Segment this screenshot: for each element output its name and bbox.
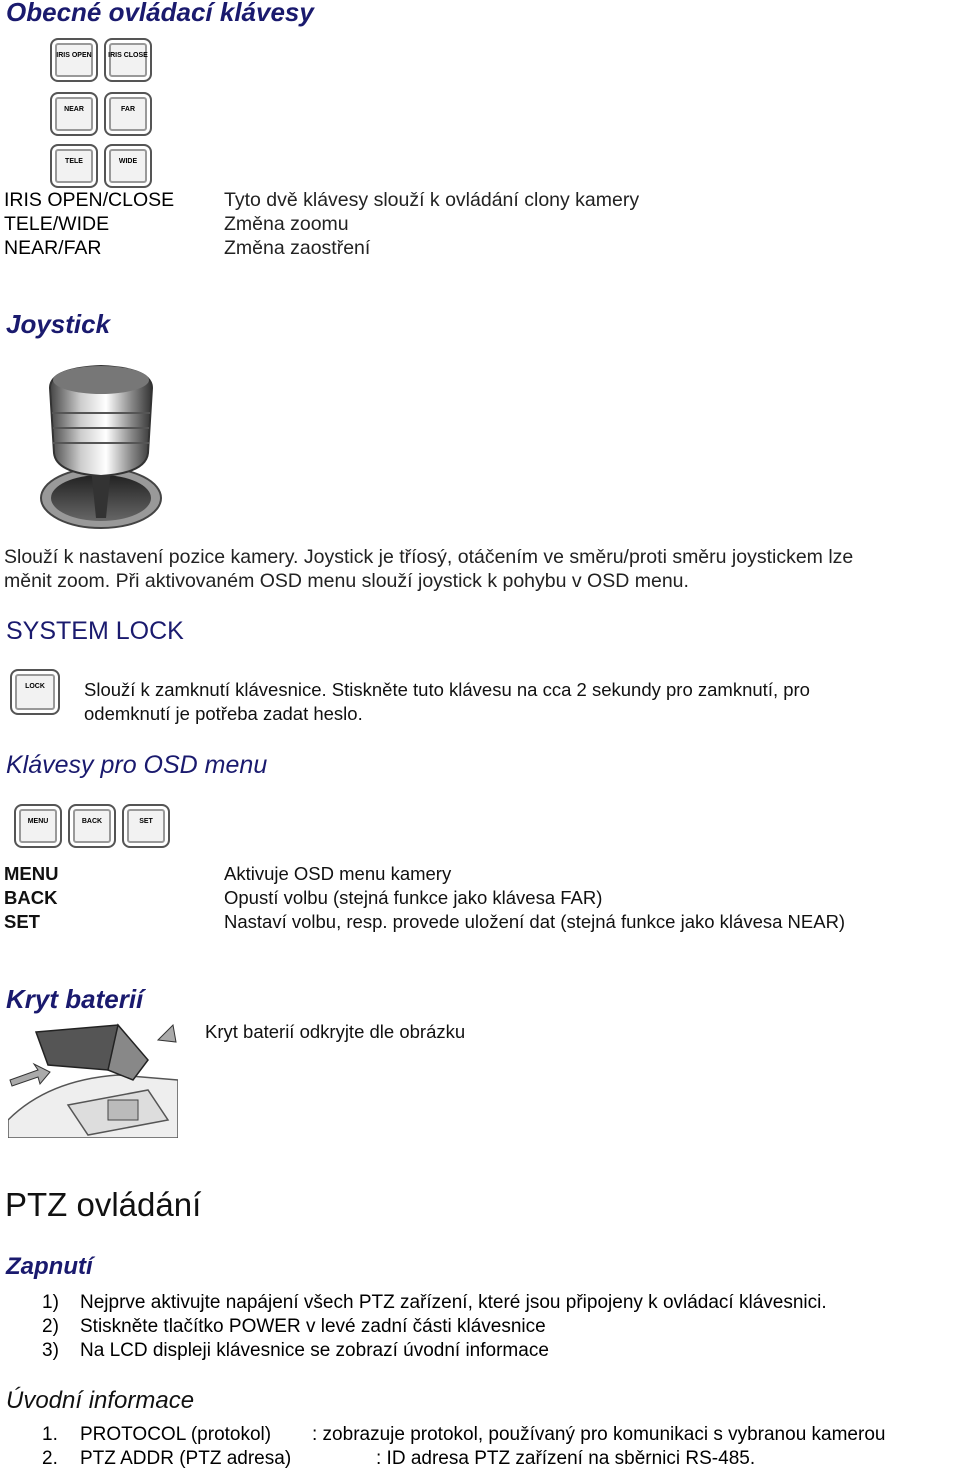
step-number: 2) [42, 1316, 59, 1337]
step-text: Nejprve aktivujte napájení všech PTZ zařízení, které jsou připojeny k ovládací klávesnici. [80, 1292, 827, 1313]
section-title-osd-keys: Klávesy pro OSD menu [6, 751, 268, 779]
key-label: WIDE [118, 158, 138, 165]
general-keys-image [46, 34, 166, 184]
joystick-line-2: měnit zoom. Při aktivovaném OSD menu slouží joystick k pohybu v OSD menu. [4, 570, 689, 592]
desc-iris: Tyto dvě klávesy slouží k ovládání clony kamery [224, 189, 640, 211]
iris-close-key [104, 38, 152, 82]
general-keys-labels [4, 188, 174, 260]
osd-keys-descriptions [224, 862, 845, 934]
system-lock-line-2: odemknutí je potřeba zadat heslo. [84, 703, 363, 724]
subsection-title-intro-info: Úvodní informace [6, 1387, 195, 1414]
joystick-description [4, 545, 853, 593]
joystick-line-1: Slouží k nastavení pozice kamery. Joystick je tříosý, otáčením ve směru/proti směru joystickem lze [4, 546, 854, 568]
item-name: PTZ ADDR (PTZ adresa) [80, 1448, 292, 1469]
key-label: MENU [27, 818, 49, 825]
near-key [50, 92, 98, 136]
step-number: 1) [42, 1292, 59, 1313]
power-step-1 [42, 1291, 827, 1315]
tele-key [50, 144, 98, 188]
osd-keys-image [14, 804, 174, 850]
battery-cover-description: Kryt baterií odkryjte dle obrázku [205, 1021, 466, 1042]
far-key [104, 92, 152, 136]
key-label: TELE [65, 158, 83, 165]
general-keys-descriptions [224, 188, 639, 260]
iris-open-key [50, 38, 98, 82]
osd-keys-labels [4, 862, 58, 934]
label-iris: IRIS OPEN/CLOSE [4, 189, 175, 211]
step-text: Na LCD displeji klávesnice se zobrazí úvodní informace [80, 1340, 549, 1361]
menu-key [14, 804, 62, 848]
intro-item-2 [42, 1447, 755, 1471]
item-name: PROTOCOL (protokol) [80, 1424, 272, 1445]
section-title-battery-cover: Kryt baterií [6, 984, 144, 1014]
item-text: : zobrazuje protokol, používaný pro komunikaci s vybranou kamerou [312, 1424, 886, 1445]
step-text: Stiskněte tlačítko POWER v levé zadní části klávesnice [80, 1316, 546, 1337]
power-step-2 [42, 1315, 546, 1339]
item-number: 1. [42, 1424, 58, 1445]
key-label: NEAR [64, 106, 84, 113]
desc-near-far: Změna zaostření [224, 237, 371, 259]
item-number: 2. [42, 1448, 58, 1469]
key-label: IRIS OPEN [56, 52, 92, 59]
desc-menu: Aktivuje OSD menu kamery [224, 863, 452, 884]
section-title-system-lock: SYSTEM LOCK [6, 617, 184, 645]
desc-set: Nastaví volbu, resp. provede uložení dat (stejná funkce jako klávesa NEAR) [224, 911, 846, 932]
key-label: LOCK [25, 683, 45, 690]
label-menu: MENU [4, 863, 59, 884]
intro-item-1 [42, 1423, 885, 1447]
key-label: FAR [121, 106, 135, 113]
label-tele-wide: TELE/WIDE [4, 213, 110, 235]
system-lock-line-1: Slouží k zamknutí klávesnice. Stiskněte tuto klávesu na cca 2 sekundy pro zamknutí, pro [84, 679, 810, 700]
key-label: IRIS CLOSE [108, 52, 148, 59]
key-label: SET [139, 818, 153, 825]
item-text: : ID adresa PTZ zařízení na sběrnici RS-485. [376, 1448, 756, 1469]
step-number: 3) [42, 1340, 59, 1361]
section-title-joystick: Joystick [6, 309, 111, 339]
label-near-far: NEAR/FAR [4, 237, 102, 259]
joystick-image [36, 358, 166, 538]
subsection-title-power-on: Zapnutí [6, 1253, 93, 1280]
label-back: BACK [4, 887, 58, 908]
label-set: SET [4, 911, 40, 932]
back-key [68, 804, 116, 848]
system-lock-description [84, 678, 810, 726]
key-label: BACK [81, 818, 103, 825]
lock-key [10, 669, 60, 715]
desc-back: Opustí volbu (stejná funkce jako klávesa FAR) [224, 887, 603, 908]
battery-cover-image [8, 1020, 178, 1138]
set-key [122, 804, 170, 848]
wide-key [104, 144, 152, 188]
desc-tele-wide: Změna zoomu [224, 213, 349, 235]
section-title-general-keys: Obecné ovládací klávesy [6, 0, 314, 27]
power-step-3 [42, 1339, 549, 1363]
section-title-ptz: PTZ ovládání [5, 1186, 202, 1223]
